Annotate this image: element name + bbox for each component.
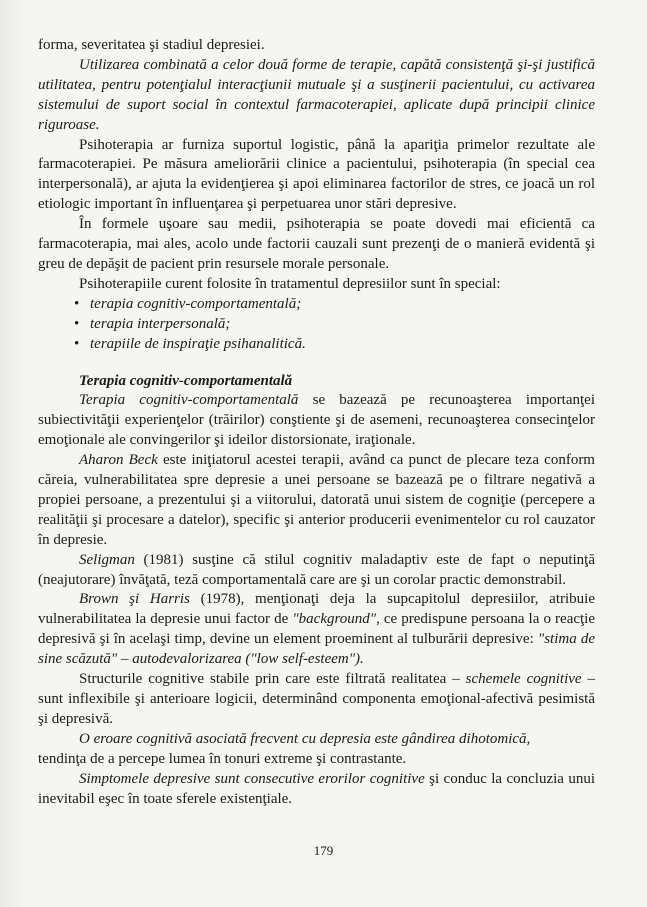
bullet-icon: •: [74, 315, 80, 332]
paragraph-psychotherapy-support: Psihoterapia ar furniza suportul logistic, până la apariţia primelor rezultate ale farmacoterapiei. Pe măsura ameliorării clinice a pacientului, psihoterapia (în special cea interpersonală), ar ajuta la evidenţierea şi apoi eliminarea factorilor de stres, ce joacă un rol etiologic important în influenţarea şi perpetuarea unor stări depresive.: [38, 136, 595, 213]
bullet-icon: •: [74, 295, 80, 312]
paragraph-depressive-symptoms: Simptomele depresive sunt consecutive erorilor cognitive şi conduc la concluzia unui inevitabil eşec în toate sferele existenţiale.: [38, 770, 595, 807]
list-item: • terapiile de inspiraţie psihanalitică.: [90, 335, 595, 355]
paragraph-seligman: Seligman (1981) susţine că stilul cognitiv maladaptiv este de fapt o neputinţă (neajutorare) învăţată, teză comportamentală care are şi un corolar practic demonstrabil.: [38, 551, 595, 588]
paragraph-combined-therapy: Utilizarea combinată a celor două forme de terapie, capătă consistenţă şi-şi justifică utilitatea, pentru potenţialul interacţiunii mutuale şi a susţinerii pacientului, cu activarea sistemului de suport social în contextul farmacoterapiei, aplicate după principii clinice riguroase.: [38, 56, 595, 133]
paragraph-brown-harris: Brown şi Harris (1978), menţionaţi deja la supcapitolul depresiilor, atribuie vulnerabilitatea la depresie unui factor de "background", ce predispune persoana la o reacţie depresivă şi în acelaşi timp, devine un element proeminent al tulburării depresive: "stima de sine scăzută" – autodevalorizarea ("low self-esteem").: [38, 591, 595, 668]
bullet-icon: •: [74, 335, 80, 352]
section-heading: Terapia cognitiv-comportamentală: [79, 372, 293, 389]
page-body: [38, 36, 595, 809]
paragraph-dichotomous-thinking: O eroare cognitivă asociată frecvent cu depresia este gândirea dihotomică,: [79, 730, 531, 747]
list-item: • terapia interpersonală;: [90, 315, 595, 335]
paragraph-beck: Aharon Beck este iniţiatorul acestei terapii, având ca punct de plecare teza conform căreia, vulnerabilitatea spre depresie a unei persoane se bazează pe o filtrare negativă a propiei persoane, a prezentului şi a viitorului, datorată unui sistem de cogniţie (percepere a realităţii şi procesare a datelor), specific şi anterior producerii evenimentelor cu rol cauzator în depresie.: [38, 452, 595, 548]
page-number: 179: [313, 843, 334, 858]
therapy-list: [38, 295, 595, 355]
paragraph-continuation: forma, severitatea şi stadiul depresiei.: [38, 37, 265, 53]
paragraph-dichotomous-continuation: tendinţa de a percepe lumea în tonuri extreme şi contrastante.: [38, 750, 407, 767]
list-item: • terapia cognitiv-comportamentală;: [90, 295, 595, 315]
paragraph-list-intro: Psihoterapiile curent folosite în tratamentul depresiilor sunt în special:: [79, 275, 501, 292]
paragraph-cognitive-schemes: Structurile cognitive stabile prin care este filtrată realitatea – schemele cognitive – sunt inflexibile şi anterioare logicii, determinând componenta emoţional-afectivă pesimistă şi depresivă.: [38, 671, 596, 727]
paragraph-mild-forms: În formele uşoare sau medii, psihoterapia se poate dovedi mai eficientă ca farmacoterapia, mai ales, acolo unde factorii cauzali sunt prezenţi de o manieră evidentă şi greu de depăşit de pacient prin resursele morale personale.: [38, 216, 595, 272]
paragraph-cbt-definition: Terapia cognitiv-comportamentală se bazează pe recunoaşterea importanţei subiectivităţii experienţelor (trăirilor) conştiente şi de asemeni, recunoaşterea consecinţelor emoţionale ale convingerilor şi ideilor distorsionate, iraţionale.: [38, 392, 595, 449]
